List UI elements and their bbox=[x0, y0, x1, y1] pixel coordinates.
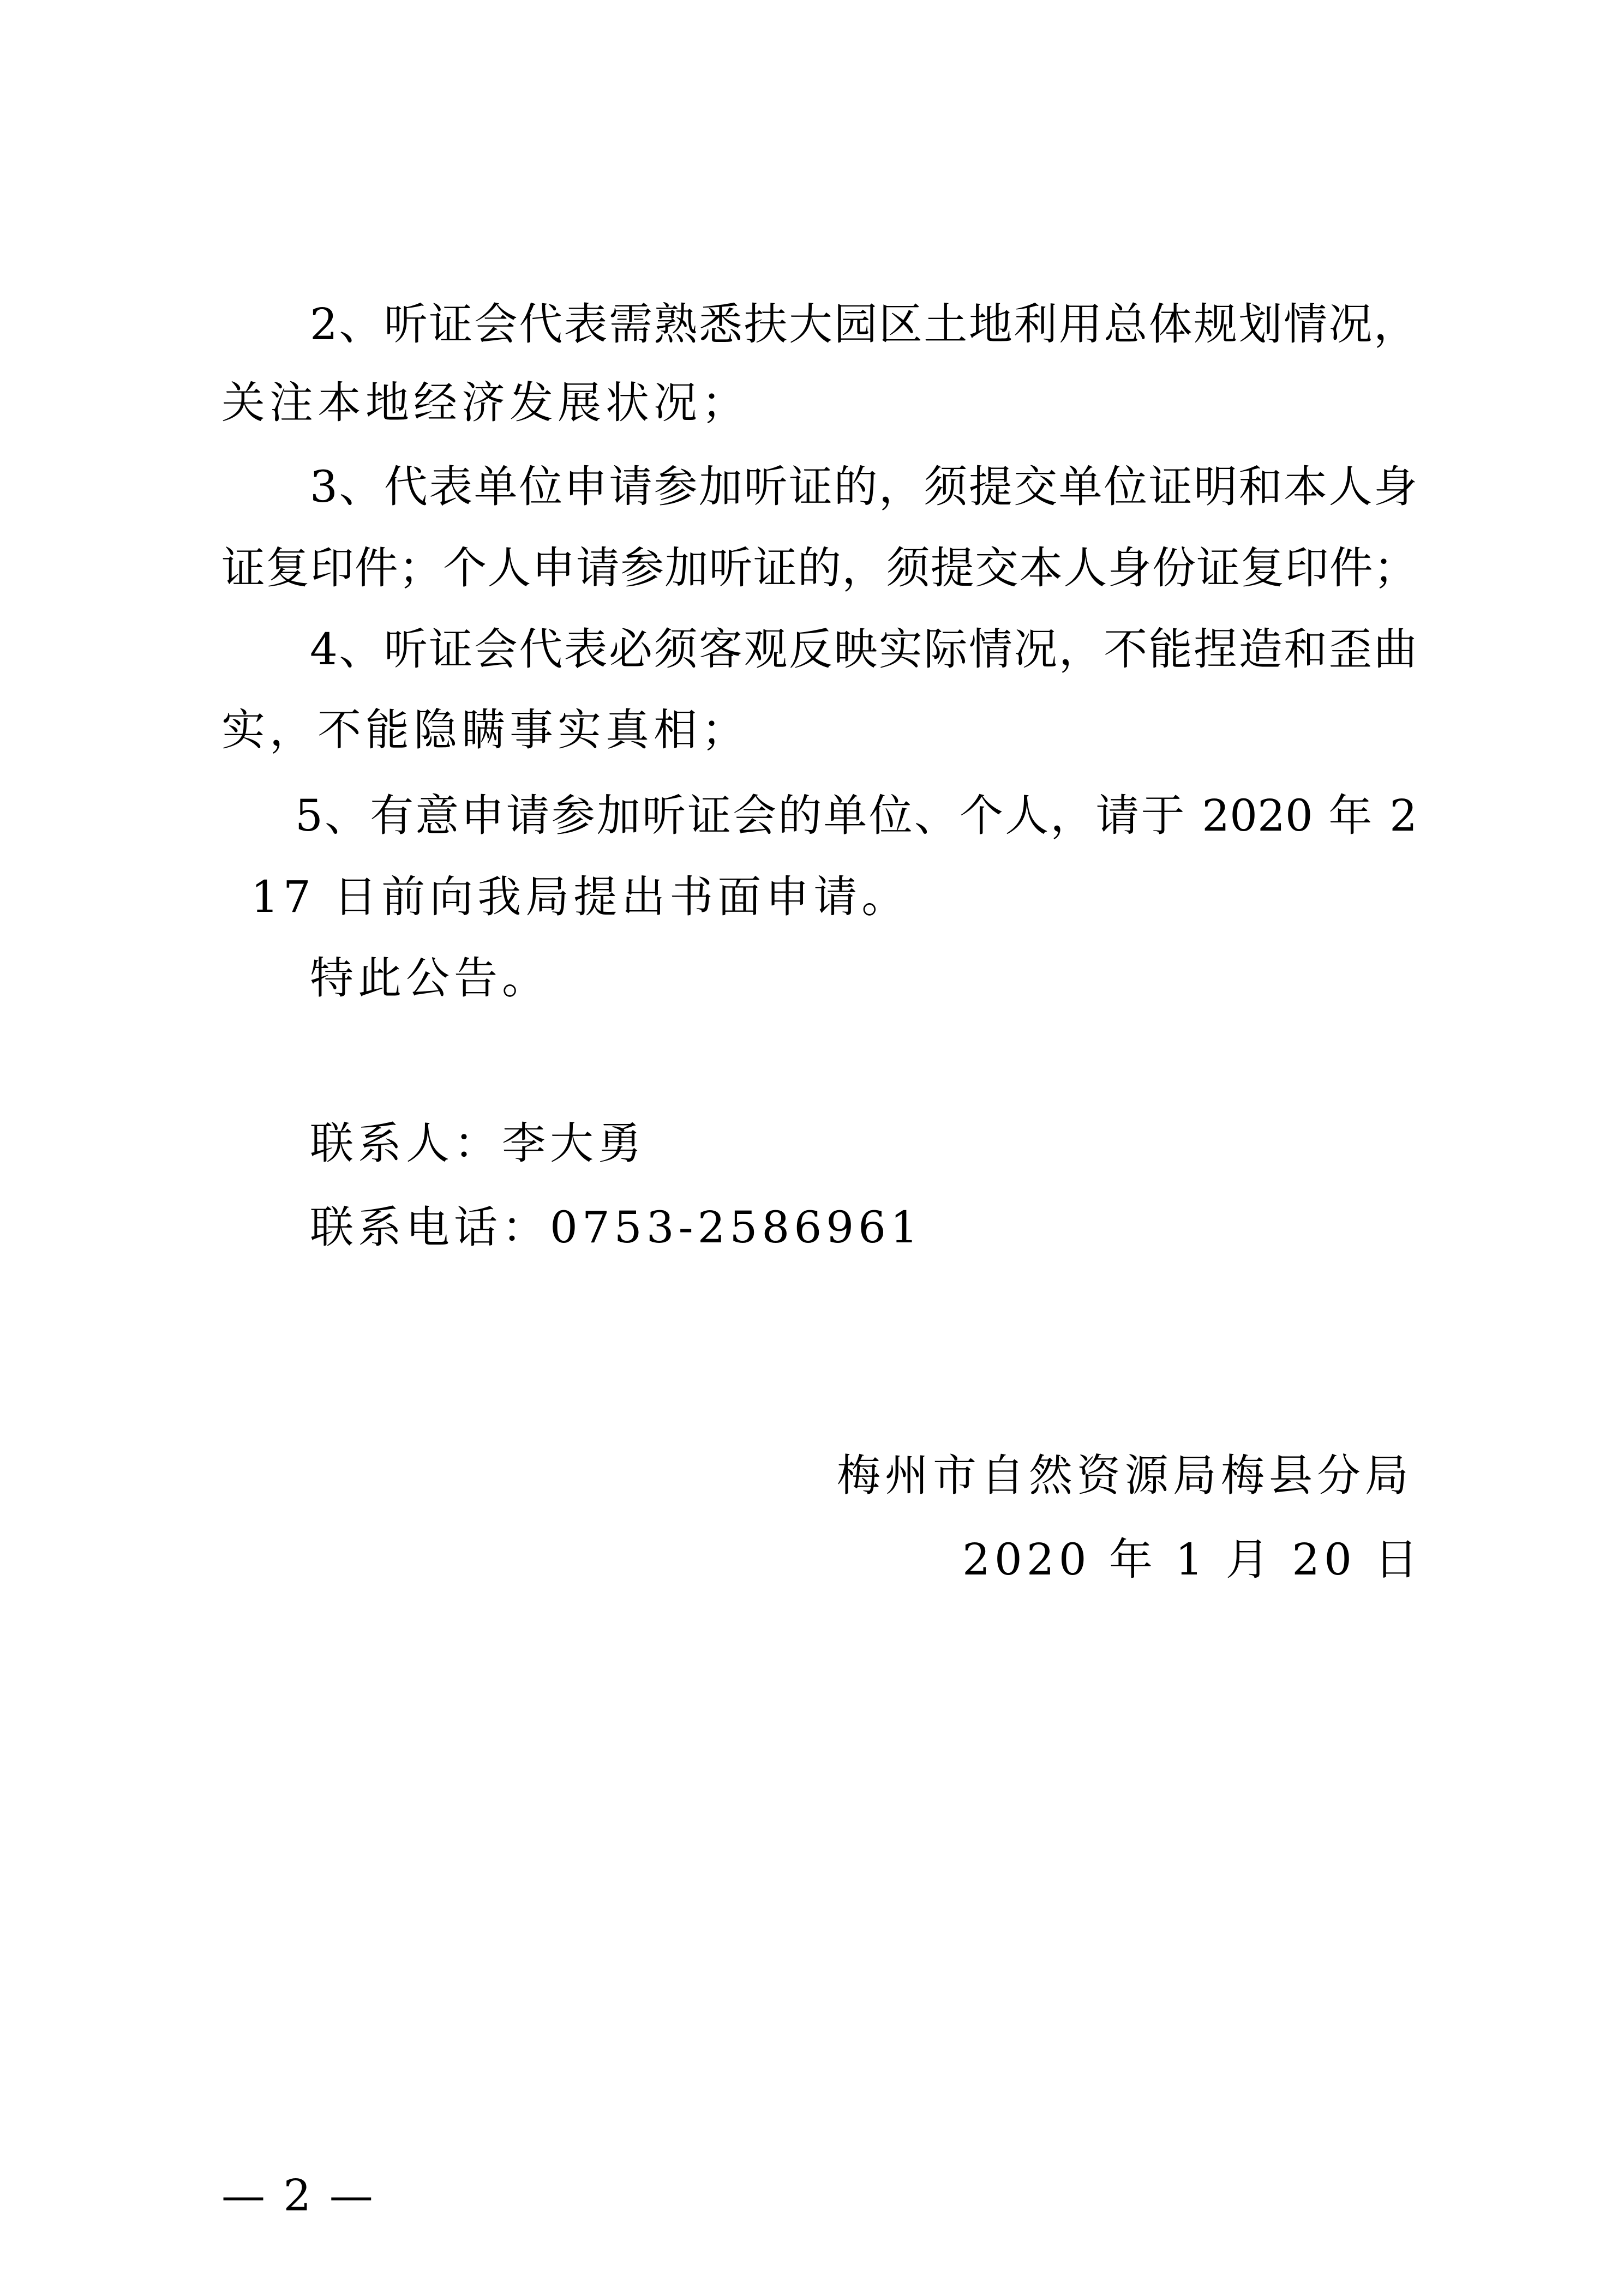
closing-phrase: 特此公告。 bbox=[310, 953, 550, 1003]
contact-person: 联系人：李大勇 bbox=[310, 1118, 646, 1169]
page-number: — 2 — bbox=[221, 2170, 375, 2221]
paragraph-line: 5、有意申请参加听证会的单位、个人，请于 2020 年 2 bbox=[295, 790, 1417, 841]
paragraph-line: 2、听证会代表需熟悉扶大园区土地利用总体规划情况， bbox=[310, 299, 1417, 350]
signature-organization: 梅州市自然资源局梅县分局 bbox=[837, 1450, 1413, 1501]
paragraph-line: 证复印件；个人申请参加听证的，须提交本人身份证复印件； bbox=[221, 543, 1417, 593]
signature-date: 2020 年 1 月 20 日 bbox=[962, 1534, 1423, 1585]
paragraph-line: 3、代表单位申请参加听证的，须提交单位证明和本人身 bbox=[310, 461, 1417, 512]
paragraph-line: 17 日前向我局提出书面申请。 bbox=[251, 871, 910, 922]
contact-phone: 联系电话：0753-2586961 bbox=[310, 1202, 922, 1253]
paragraph-line: 关注本地经济发展状况； bbox=[221, 377, 750, 428]
paragraph-line: 4、听证会代表必须客观反映实际情况，不能捏造和歪曲 bbox=[310, 624, 1417, 675]
paragraph-line: 实，不能隐瞒事实真相； bbox=[221, 705, 750, 755]
